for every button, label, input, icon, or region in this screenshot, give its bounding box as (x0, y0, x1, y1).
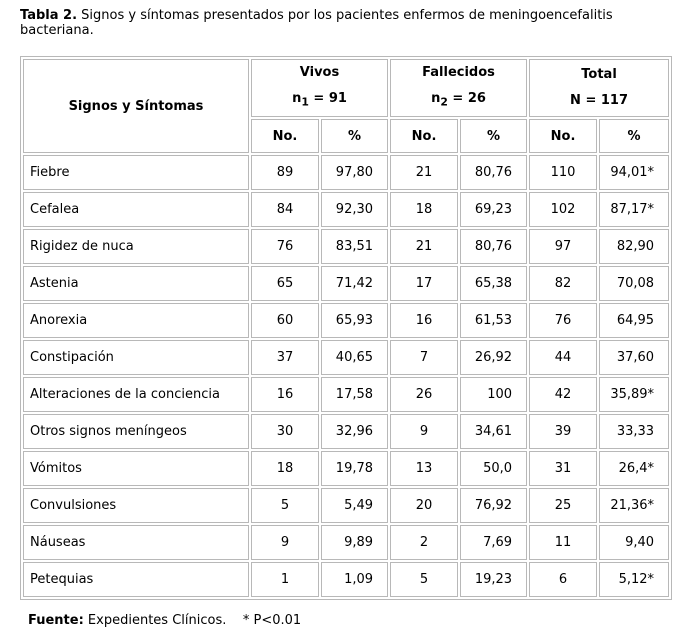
table-row (23, 192, 669, 227)
count-cell: 42 (529, 377, 597, 412)
count-cell: 16 (251, 377, 319, 412)
row-label: Constipación (23, 340, 249, 375)
group-header-total (529, 59, 669, 117)
percent-cell: 76,92 (460, 488, 527, 523)
percent-cell: 35,89* (599, 377, 669, 412)
row-header-cell (23, 59, 249, 153)
percent-cell: 19,78 (321, 451, 388, 486)
percent-cell: 33,33 (599, 414, 669, 449)
percent-cell: 61,53 (460, 303, 527, 338)
count-cell: 1 (251, 562, 319, 597)
count-cell: 9 (390, 414, 458, 449)
row-label: Cefalea (23, 192, 249, 227)
subheader-cell: % (321, 119, 388, 153)
count-cell: 60 (251, 303, 319, 338)
row-label: Náuseas (23, 525, 249, 560)
percent-cell: 92,30 (321, 192, 388, 227)
count-cell: 26 (390, 377, 458, 412)
count-cell: 37 (251, 340, 319, 375)
percent-cell: 32,96 (321, 414, 388, 449)
percent-cell: 1,09 (321, 562, 388, 597)
count-cell: 5 (390, 562, 458, 597)
row-label: Anorexia (23, 303, 249, 338)
percent-cell: 9,89 (321, 525, 388, 560)
percent-cell: 5,12* (599, 562, 669, 597)
percent-cell: 34,61 (460, 414, 527, 449)
count-cell: 89 (251, 155, 319, 190)
row-label: Convulsiones (23, 488, 249, 523)
table-row (23, 266, 669, 301)
count-cell: 6 (529, 562, 597, 597)
count-cell: 11 (529, 525, 597, 560)
count-cell: 17 (390, 266, 458, 301)
table-row (23, 525, 669, 560)
count-cell: 2 (390, 525, 458, 560)
percent-cell: 50,0 (460, 451, 527, 486)
symptoms-table (20, 56, 672, 600)
count-cell: 82 (529, 266, 597, 301)
row-label: Fiebre (23, 155, 249, 190)
count-cell: 21 (390, 229, 458, 264)
count-cell: 21 (390, 155, 458, 190)
subheader-cell: No. (251, 119, 319, 153)
percent-cell: 100 (460, 377, 527, 412)
table-caption (20, 8, 670, 38)
count-cell: 13 (390, 451, 458, 486)
table-body (23, 155, 669, 597)
subheader-cell: No. (390, 119, 458, 153)
count-cell: 65 (251, 266, 319, 301)
subheader-cell: % (460, 119, 527, 153)
percent-cell: 80,76 (460, 229, 527, 264)
row-label: Vómitos (23, 451, 249, 486)
count-cell: 31 (529, 451, 597, 486)
count-cell: 76 (529, 303, 597, 338)
group-title: Total (581, 67, 617, 82)
percent-cell: 37,60 (599, 340, 669, 375)
percent-cell: 70,08 (599, 266, 669, 301)
percent-cell: 87,17* (599, 192, 669, 227)
group-n: $n_1 = 91$ (292, 91, 347, 109)
group-header-vivos (251, 59, 388, 117)
percent-cell: 69,23 (460, 192, 527, 227)
count-cell: 97 (529, 229, 597, 264)
table-row (23, 303, 669, 338)
percent-cell: 65,93 (321, 303, 388, 338)
percent-cell: 80,76 (460, 155, 527, 190)
count-cell: 18 (390, 192, 458, 227)
row-label: Rigidez de nuca (23, 229, 249, 264)
count-cell: 7 (390, 340, 458, 375)
count-cell: 44 (529, 340, 597, 375)
table-row (23, 377, 669, 412)
table-row (23, 488, 669, 523)
count-cell: 20 (390, 488, 458, 523)
percent-cell: 65,38 (460, 266, 527, 301)
table-row (23, 155, 669, 190)
percent-cell: 94,01* (599, 155, 669, 190)
percent-cell: 9,40 (599, 525, 669, 560)
percent-cell: 19,23 (460, 562, 527, 597)
percent-cell: 71,42 (321, 266, 388, 301)
group-title: Fallecidos (422, 65, 495, 81)
percent-cell: 7,69 (460, 525, 527, 560)
group-n: $n_2 = 26$ (431, 91, 486, 109)
percent-cell: 26,92 (460, 340, 527, 375)
table-row (23, 414, 669, 449)
table-row (23, 451, 669, 486)
group-n: N = 117 (570, 93, 629, 108)
group-title: Vivos (299, 65, 340, 81)
row-label: Otros signos meníngeos (23, 414, 249, 449)
percent-cell: 64,95 (599, 303, 669, 338)
row-label: Petequias (23, 562, 249, 597)
row-header-label: Signos y Síntomas (68, 98, 204, 114)
count-cell: 102 (529, 192, 597, 227)
count-cell: 25 (529, 488, 597, 523)
percent-cell: 26,4* (599, 451, 669, 486)
subheader-cell: % (599, 119, 669, 153)
table-row (23, 229, 669, 264)
row-label: Astenia (23, 266, 249, 301)
caption-text: Signos y síntomas presentados por los pacientes enfermos de meningoencefalitis bacteriana. (20, 8, 613, 38)
count-cell: 76 (251, 229, 319, 264)
footer-label: Fuente: (28, 613, 84, 628)
row-label: Alteraciones de la conciencia (23, 377, 249, 412)
table-row (23, 562, 669, 597)
count-cell: 39 (529, 414, 597, 449)
percent-cell: 5,49 (321, 488, 388, 523)
count-cell: 30 (251, 414, 319, 449)
table-row (23, 340, 669, 375)
count-cell: 110 (529, 155, 597, 190)
percent-cell: 17,58 (321, 377, 388, 412)
footer-text: Expedientes Clínicos. * P<0.01 (83, 613, 302, 628)
percent-cell: 82,90 (599, 229, 669, 264)
percent-cell: 83,51 (321, 229, 388, 264)
subheader-cell: No. (529, 119, 597, 153)
count-cell: 5 (251, 488, 319, 523)
caption-label: Tabla 2. (20, 8, 78, 23)
table-footer (28, 613, 301, 628)
percent-cell: 21,36* (599, 488, 669, 523)
count-cell: 9 (251, 525, 319, 560)
percent-cell: 40,65 (321, 340, 388, 375)
count-cell: 18 (251, 451, 319, 486)
percent-cell: 97,80 (321, 155, 388, 190)
count-cell: 84 (251, 192, 319, 227)
count-cell: 16 (390, 303, 458, 338)
group-header-fallecidos (390, 59, 527, 117)
